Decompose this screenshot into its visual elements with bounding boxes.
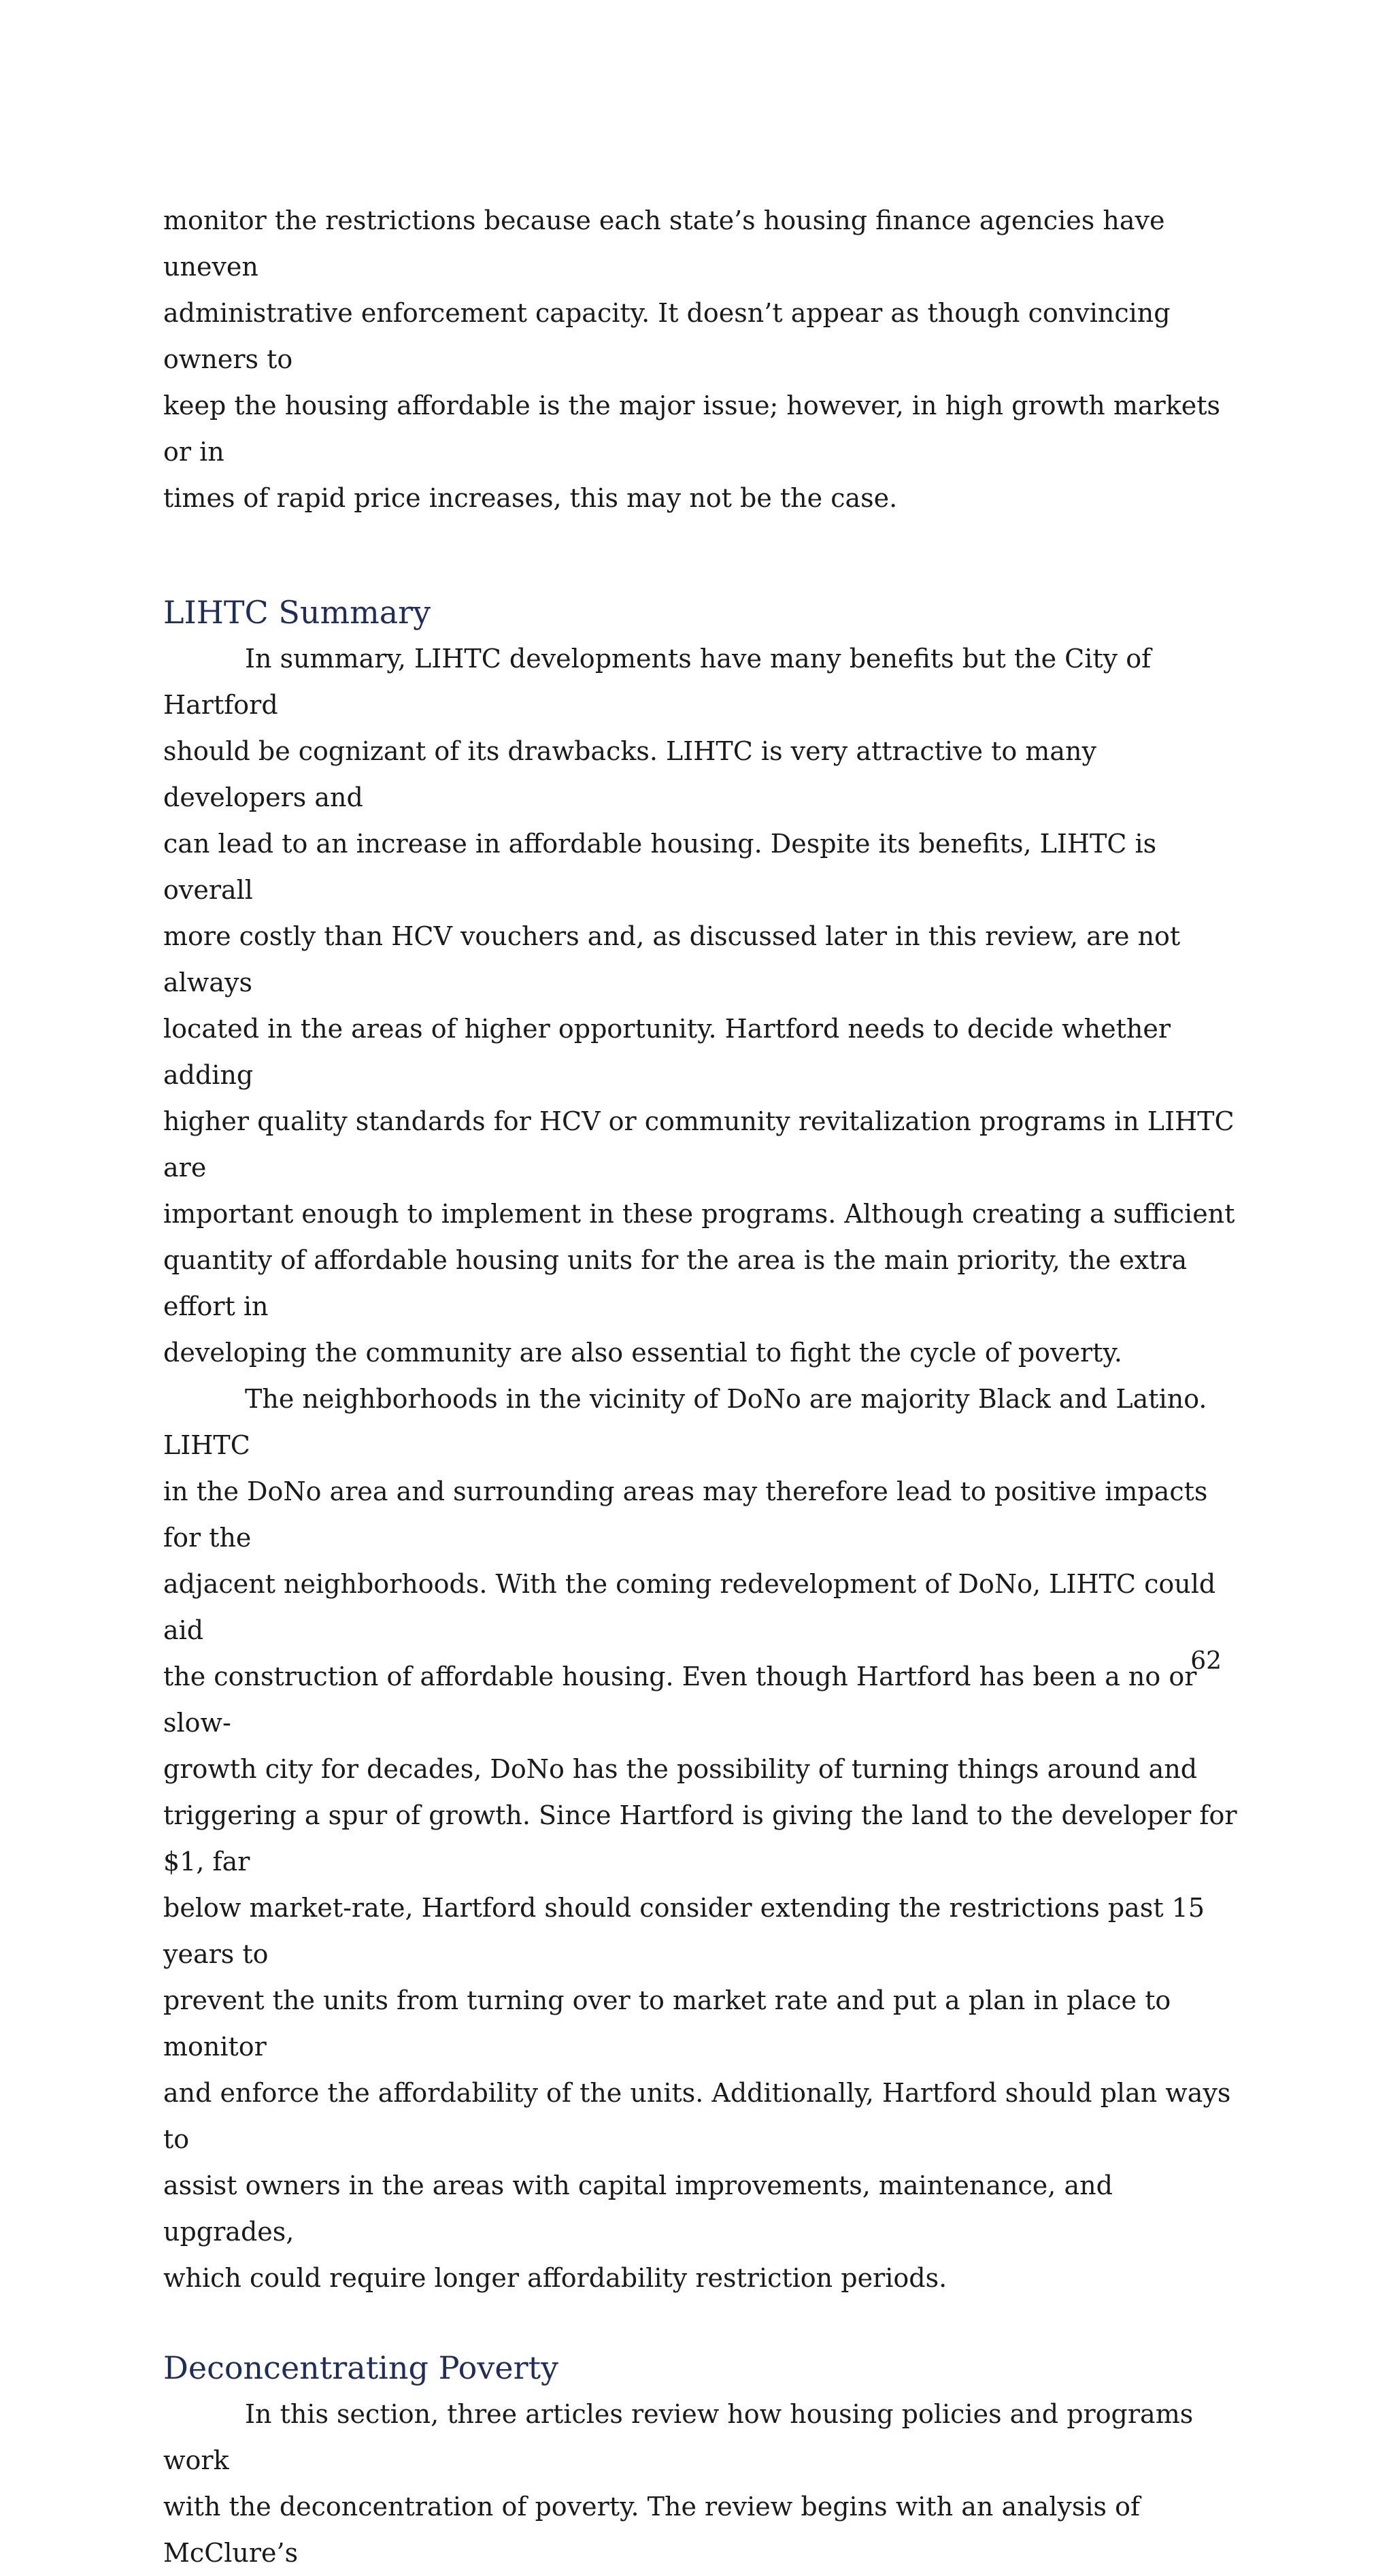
intro-paragraph [163,197,1238,521]
text-line: The neighborhoods in the vicinity of DoNo are majority Black and Latino. LIHTC [163,1384,1207,1460]
lihtc-summary-paragraph-2 [163,1376,1238,2301]
text-line: in the DoNo area and surrounding areas may therefore lead to positive impacts for the [163,1476,1208,1553]
text-line: the construction of affordable housing. Even though Hartford has been a no or slow- [163,1662,1197,1738]
text-line: developing the community are also essential to fight the cycle of poverty. [163,1338,1122,1368]
text-line: adjacent neighborhoods. With the coming redevelopment of DoNo, LIHTC could aid [163,1569,1216,1645]
text-line: triggering a spur of growth. Since Hartford is giving the land to the developer for $1, far [163,1800,1237,1877]
text-line: more costly than HCV vouchers and, as discussed later in this review, are not always [163,921,1181,997]
text-line: assist owners in the areas with capital improvements, maintenance, and upgrades, [163,2170,1113,2247]
text-line: In this section, three articles review how housing policies and programs work [163,2399,1194,2475]
deconcentrating-poverty-paragraph-1 [163,2391,1238,2576]
document-page [163,197,1238,2576]
page-number: 62 [1190,1647,1222,1675]
text-line: In summary, LIHTC developments have many benefits but the City of Hartford [163,644,1152,720]
text-line: should be cognizant of its drawbacks. LIHTC is very attractive to many developers and [163,736,1096,812]
text-line: growth city for decades, DoNo has the possibility of turning things around and [163,1754,1198,1784]
text-line: higher quality standards for HCV or community revitalization programs in LIHTC are [163,1106,1235,1183]
text-line: monitor the restrictions because each state’s housing finance agencies have uneven [163,205,1165,282]
text-line: times of rapid price increases, this may not be the case. [163,483,898,513]
section-heading-deconcentrating-poverty: Deconcentrating Poverty [163,2349,559,2386]
text-line: with the deconcentration of poverty. The review begins with an analysis of McClure’s [163,2492,1141,2568]
text-line: important enough to implement in these programs. Although creating a sufficient [163,1199,1235,1229]
text-line: prevent the units from turning over to market rate and put a plan in place to monitor [163,1985,1171,2062]
section-heading-lihtc-summary: LIHTC Summary [163,594,431,631]
text-line: below market-rate, Hartford should consider extending the restrictions past 15 years to [163,1893,1205,1969]
text-line: located in the areas of higher opportunity. Hartford needs to decide whether adding [163,1014,1171,1090]
lihtc-summary-paragraph-1 [163,635,1238,1376]
text-line: which could require longer affordability restriction periods. [163,2263,947,2293]
text-line: and enforce the affordability of the units. Additionally, Hartford should plan ways to [163,2078,1231,2154]
text-line: keep the housing affordable is the major issue; however, in high growth markets or in [163,391,1220,467]
text-line: can lead to an increase in affordable housing. Despite its benefits, LIHTC is overall [163,829,1157,905]
text-line: administrative enforcement capacity. It doesn’t appear as though convincing owners to [163,298,1171,374]
text-line: quantity of affordable housing units for the area is the main priority, the extra effort in [163,1245,1188,1321]
